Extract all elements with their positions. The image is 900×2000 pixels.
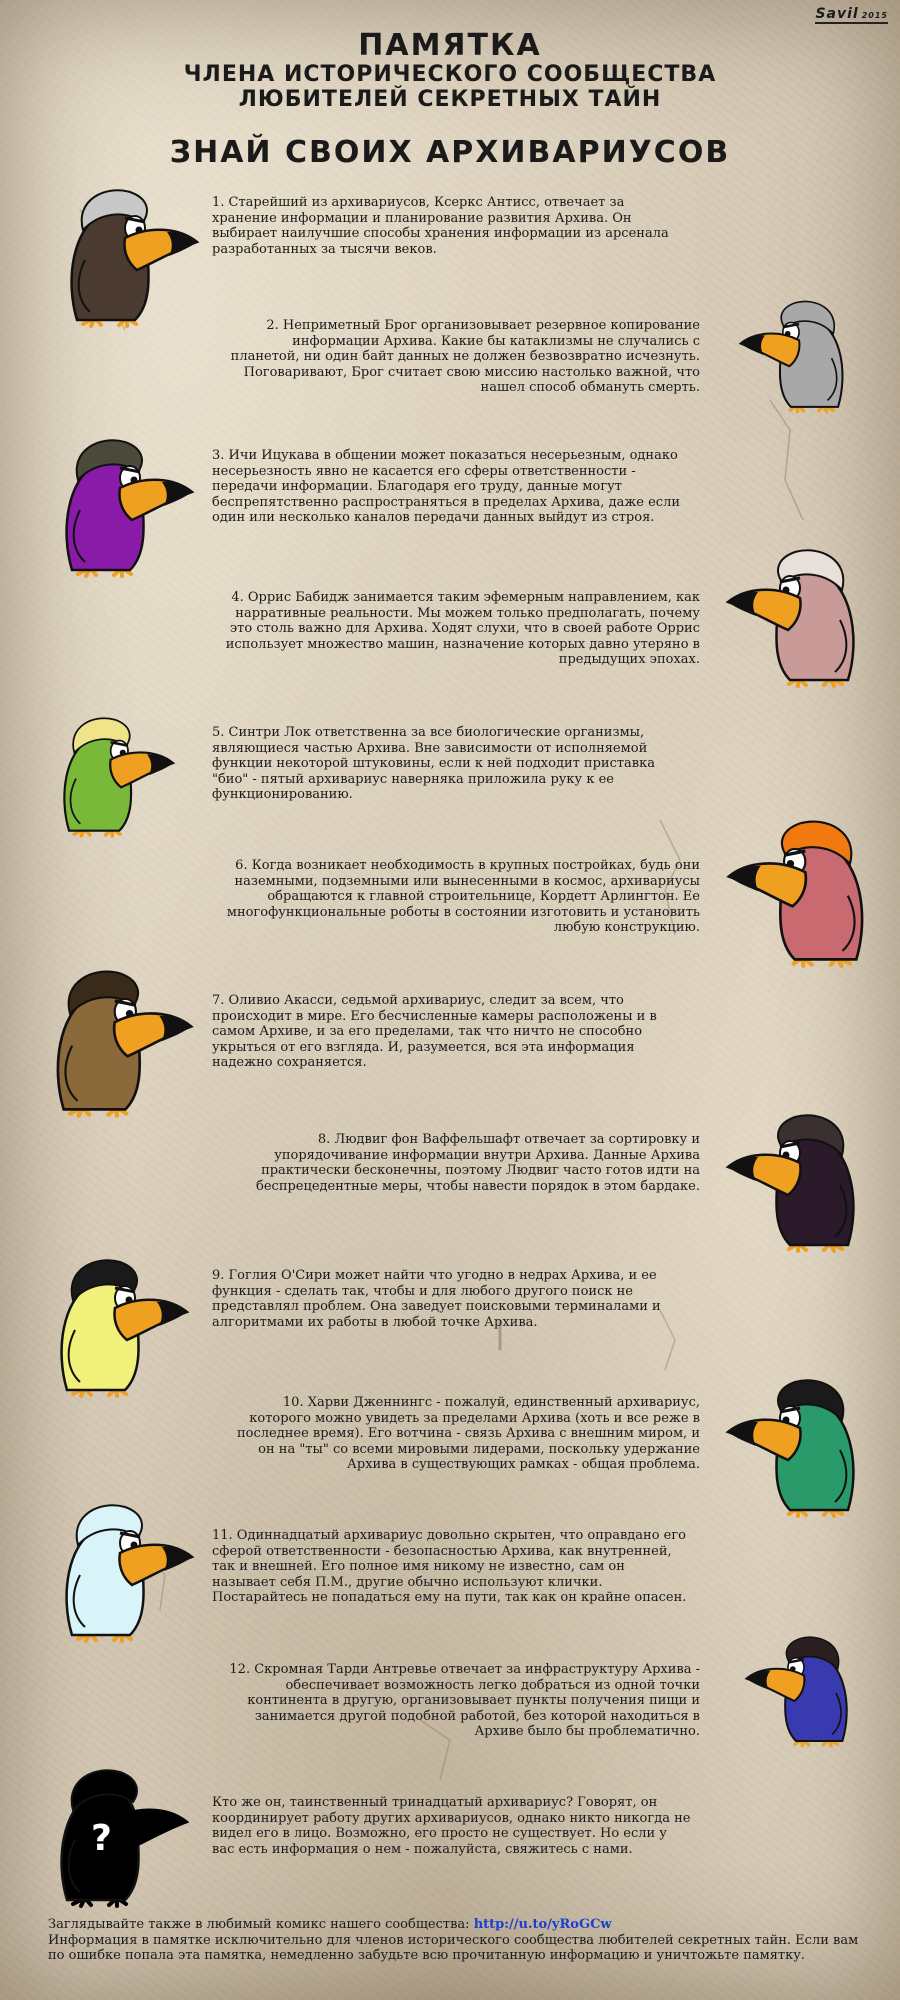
bird-beak — [115, 1810, 188, 1850]
archivist-entry-1: 1. Старейший из архивариусов, Ксеркс Антисс, отвечает за хранение информации и планирование развития Архива. Он выбирает наилучшие способы хранения информации из арсенала разработанных за тысячи веков. — [212, 195, 669, 257]
archivist-entry-2: 2. Неприметный Брог организовывает резервное копирование информации Архива. Какие бы катаклизмы не случались с планетой, ни один байт данных не должен безвозвратно исчезнуть. Поговаривают, Брог считает свою миссию настолько важной, что нашел способ обмануть смерть. — [230, 318, 700, 395]
bird-figure — [58, 972, 191, 1116]
archivist-entry-7: 7. Оливио Акасси, седьмой архивариус, следит за всем, что происходит в мире. Его бесчисленные камеры расположены и в самом Архиве, и за его пределами, так что ничто не способно укрыться от его взгляда. И, разумеется, вся эта информация надежно сохраняется. — [212, 993, 657, 1070]
archivist-entry-11: 11. Одиннадцатый архивариус довольно скрытен, что оправдано его сферой ответственности - безопасностью Архива, как внутренней, так и внешней. Его полное имя никому не известно, сам он называет себя П.М., другие обычно используют клички. Постарайтесь не попадаться ему на пути, так как он крайне опасен. — [212, 1528, 687, 1605]
bird-figure — [67, 1505, 192, 1641]
archivist-portrait-4 — [720, 530, 870, 690]
bird-figure — [72, 190, 197, 326]
archivist-entry-5: 5. Синтри Лок ответственна за все биологические организмы, являющиеся частью Архива. Вне зависимости от исполняемой функции некоторой штуковины, если к ней подходит приставка "био" - пятый архивариус наверняка приложила руку к ее функционированию. — [212, 725, 656, 802]
archivist-portrait-2 — [720, 285, 870, 415]
bird-figure — [64, 718, 173, 836]
archivist-portrait-7 — [40, 950, 200, 1120]
question-mark-icon: ? — [91, 1818, 112, 1859]
footer-note — [48, 1917, 868, 1964]
archivist-portrait-12 — [740, 1620, 860, 1750]
archivist-entry-3: 3. Ичи Ицукава в общении может показаться несерьезным, однако несерьезность явно не касается его сферы ответственности - передачи информации. Благодаря его труду, данные могут беспрепятственно распространяться в пределах Архива, даже если один или несколько каналов передачи данных выйдут из строя. — [212, 448, 681, 525]
archivist-entry-10: 10. Харви Дженнингс - пожалуй, единственный архивариус, которого можно увидеть за пределами Архива (хоть и все реже в последнее время). Его вотчина - связь Архива с внешним миром, и он на "ты" со всеми мировыми лидерами, поскольку удержание Архива в существующих рамках - общая проблема. — [236, 1395, 700, 1472]
bird-figure — [728, 550, 853, 686]
bird-figure — [728, 1115, 853, 1251]
archivist-portrait-1 — [55, 170, 205, 330]
archivist-portrait-8 — [720, 1095, 870, 1255]
archivist-entry-6: 6. Когда возникает необходимость в крупных постройках, будь они наземными, подземными или вынесенными в космос, архивариусы обращаются к главной строительнице, Кордетт Арлингтон. Ее многофункциональные роботы в состоянии изготовить и установить любую конструкцию. — [226, 858, 700, 935]
archivist-portrait-5 — [50, 695, 180, 845]
page-subtitle-line-1: ЧЛЕНА ИСТОРИЧЕСКОГО СООБЩЕСТВА — [183, 62, 717, 87]
bird-figure — [746, 1637, 846, 1746]
archivist-portrait-11 — [50, 1485, 200, 1645]
footer-line-1 — [48, 1917, 868, 1933]
title-block — [0, 30, 900, 112]
signature-name: Savil — [815, 6, 859, 22]
bird-figure — [67, 440, 192, 576]
archivist-entry-13: Кто же он, таинственный тринадцатый архивариус? Говорят, он координирует работу других архивариусов, однако никто никогда не видел его в лицо. Возможно, его просто не существует. Но если у вас есть информация о нем - пожалуйста, свяжитесь с нами. — [212, 1795, 691, 1857]
bird-figure — [62, 1260, 187, 1396]
author-signature — [815, 6, 888, 24]
bird-figure — [62, 1770, 187, 1906]
page-title: ПАМЯТКА — [358, 28, 542, 63]
bird-figure — [729, 822, 862, 966]
signature-year: 2015 — [861, 11, 888, 20]
archivist-portrait-9 — [45, 1240, 195, 1400]
bird-figure — [728, 1380, 853, 1516]
archivist-portrait-10 — [720, 1360, 870, 1520]
archivist-entry-12: 12. Скромная Тарди Антревье отвечает за инфраструктуру Архива - обеспечивает возможность легко добраться из одной точки континента в другую, организовывает пункты получения пищи и занимается другой подобной работой, без которой находиться в Архиве было бы проблематично. — [229, 1662, 700, 1739]
bird-figure — [741, 301, 843, 411]
archivist-entry-4: 4. Оррис Бабидж занимается таким эфемерным направлением, как нарративные реальности. Мы можем только предполагать, почему это столь важно для Архива. Ходят слухи, что в своей работе Оррис использует множество машин, назначение которых давно утеряно в предыдущих эпохах. — [225, 590, 700, 667]
comic-link[interactable]: http://u.to/yRoGCw — [473, 1917, 612, 1932]
archivist-portrait-13-mystery — [45, 1750, 195, 1910]
archivist-portrait-6 — [720, 800, 880, 970]
footer-comic-text: Заглядывайте также в любимый комикс нашего сообщества: — [48, 1917, 474, 1932]
section-heading: ЗНАЙ СВОИХ АРХИВАРИУСОВ — [169, 135, 731, 170]
archivist-entry-9: 9. Гоглия О'Сири может найти что угодно в недрах Архива, и ее функция - сделать так, чтобы и для любого другого поиск не представлял проблем. Она заведует поисковыми терминалами и алгоритмами их работы в любой точке Архива. — [212, 1268, 661, 1330]
archivist-portrait-3 — [50, 420, 200, 580]
footer-disclaimer: Информация в памятке исключительно для членов исторического сообщества любителей секретных тайн. Если вам по ошибке попала эта памятка, немедленно забудьте всю прочитанную информацию и уничтожьте памятку. — [48, 1932, 859, 1963]
archivist-entry-8: 8. Людвиг фон Ваффельшафт отвечает за сортировку и упорядочивание информации внутри Архива. Данные Архива практически бесконечны, поэтому Людвиг часто готов идти на беспрецедентные меры, чтобы навести порядок в этом бардаке. — [256, 1132, 700, 1194]
page-subtitle-line-2: ЛЮБИТЕЛЕЙ СЕКРЕТНЫХ ТАЙН — [238, 87, 662, 112]
